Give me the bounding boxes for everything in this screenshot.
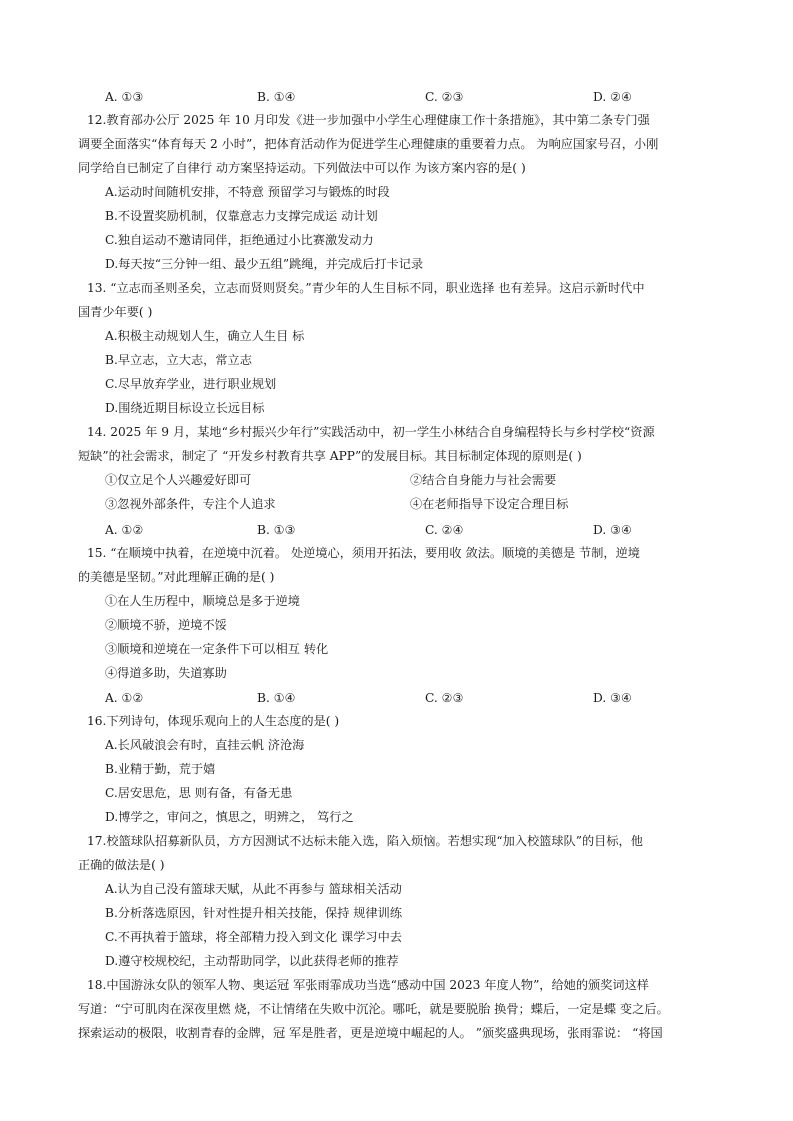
option-b: B.分析落选原因，针对性提升相关技能，保持 规律训练 <box>105 906 403 920</box>
question-stem-line: 15. “在顺境中执着，在逆境中沉着。 处逆境心，须用开拓法，要用收 敛法。顺境的美德是 节制，逆境 <box>87 546 640 560</box>
option-c: C.独自运动不邀请同伴，拒绝通过小比赛激发动力 <box>105 233 374 247</box>
option-c: C.不再执着于篮球，将全部精力投入到文化 课学习中去 <box>105 930 402 944</box>
choice-b: B. ①③ <box>257 523 296 537</box>
choice-d: D. ③④ <box>593 523 632 537</box>
option-c: C.居安思危，思 则有备，有备无患 <box>105 786 293 800</box>
question-stem-line: 14. 2025 年 9 月，某地“乡村振兴少年行”实践活动中，初一学生小林结合自身编程特长与乡村学校“资源 <box>87 425 655 439</box>
question-stem-line: 国青少年要( ) <box>78 305 153 319</box>
choice-a: A. ①② <box>105 523 144 537</box>
choice-c: C. ②③ <box>425 691 464 705</box>
question-stem-line: 17.校篮球队招募新队员，方方因测试不达标未能入选，陷入烦恼。若想实现“加入校篮球队”的目标，他 <box>87 834 643 848</box>
question-stem-line: 18.中国游泳女队的领军人物、奥运冠 军张雨霏成功当选“感动中国 2023 年度人物”，给她的颁奖词这样 <box>87 978 649 992</box>
statement-3: ③忽视外部条件，专注个人追求 <box>105 497 276 511</box>
choice-b: B. ①④ <box>257 691 296 705</box>
statement-1: ①在人生历程中，顺境总是多于逆境 <box>105 594 300 608</box>
statement-1: ①仅立足个人兴趣爱好即可 <box>105 473 252 487</box>
option-d: D.博学之，审问之，慎思之，明辨之， 笃行之 <box>105 810 354 824</box>
option-b: B.早立志，立大志，常立志 <box>105 353 252 367</box>
option-d: D.每天按“三分钟一组、最少五组”跳绳，并完成后打卡记录 <box>105 257 424 271</box>
choice-d: D. ②④ <box>593 90 632 104</box>
option-b: B.不设置奖励机制，仅靠意志力支撑完成运 动计划 <box>105 209 378 223</box>
option-a: A.长风破浪会有时，直挂云帆 济沧海 <box>105 738 305 752</box>
question-stem-line: 同学给自已制定了自律行 动方案坚持运动。下列做法中可以作 为该方案内容的是( ) <box>78 161 526 175</box>
option-c: C.尽早放弃学业，进行职业规划 <box>105 377 277 391</box>
question-stem-line: 正确的做法是( ) <box>78 858 165 872</box>
question-stem-line: 16.下列诗句，体现乐观向上的人生态度的是( ) <box>87 714 340 728</box>
statement-4: ④在老师指导下设定合理目标 <box>410 497 569 511</box>
question-stem-line: 写道：“宁可肌肉在深夜里燃 烧，不让情绪在失败中沉沦。哪吒，就是要脱胎 换骨；蝶后，一定是蝶 变之后。 <box>78 1002 669 1016</box>
option-d: D.围绕近期目标设立长远目标 <box>105 401 265 415</box>
option-b: B.业精于勤，荒于嬉 <box>105 762 216 776</box>
option-a: A.积极主动规划人生，确立人生目 标 <box>105 329 305 343</box>
statement-3: ③顺境和逆境在一定条件下可以相互 转化 <box>105 642 329 656</box>
option-a: A.运动时间随机安排，不特意 预留学习与锻炼的时段 <box>105 185 390 199</box>
question-stem-line: 探索运动的极限，收割青春的金牌，冠 军是胜者，更是逆境中崛起的人。 ”颁奖盛典现场，张雨霏说： “将国 <box>78 1026 663 1040</box>
statement-4: ④得道多助，失道寡助 <box>105 666 227 680</box>
choice-d: D. ③④ <box>593 691 632 705</box>
option-d: D.遵守校规校纪，主动帮助同学，以此获得老师的推荐 <box>105 954 399 968</box>
question-stem-line: 调要全面落实“体育每天 2 小时”，把体育活动作为促进学生心理健康的重要着力点。 为响应国家号召，小刚 <box>78 137 659 151</box>
statement-2: ②顺境不骄，逆境不馁 <box>105 618 227 632</box>
choice-a: A. ①② <box>105 691 144 705</box>
question-stem-line: 的美德是坚韧。”对此理解正确的是( ) <box>78 570 275 584</box>
statement-2: ②结合自身能力与社会需要 <box>410 473 557 487</box>
question-stem-line: 13. “立志而圣则圣矣，立志而贤则贤矣。”青少年的人生目标不同，职业选择 也有差异。这启示新时代中 <box>87 281 645 295</box>
question-stem-line: 12.教育部办公厅 2025 年 10 月印发《进一步加强中小学生心理健康工作十条措施》，其中第二条专门强 <box>87 113 650 127</box>
choice-a: A. ①③ <box>105 90 144 104</box>
option-a: A.认为自己没有篮球天赋，从此不再参与 篮球相关活动 <box>105 882 402 896</box>
question-stem-line: 短缺”的社会需求，制定了 “开发乡村教育共享 APP”的发展目标。其目标制定体现的原则是( ) <box>78 449 582 463</box>
choice-b: B. ①④ <box>257 90 296 104</box>
choice-c: C. ②③ <box>425 90 464 104</box>
choice-c: C. ②④ <box>425 523 464 537</box>
